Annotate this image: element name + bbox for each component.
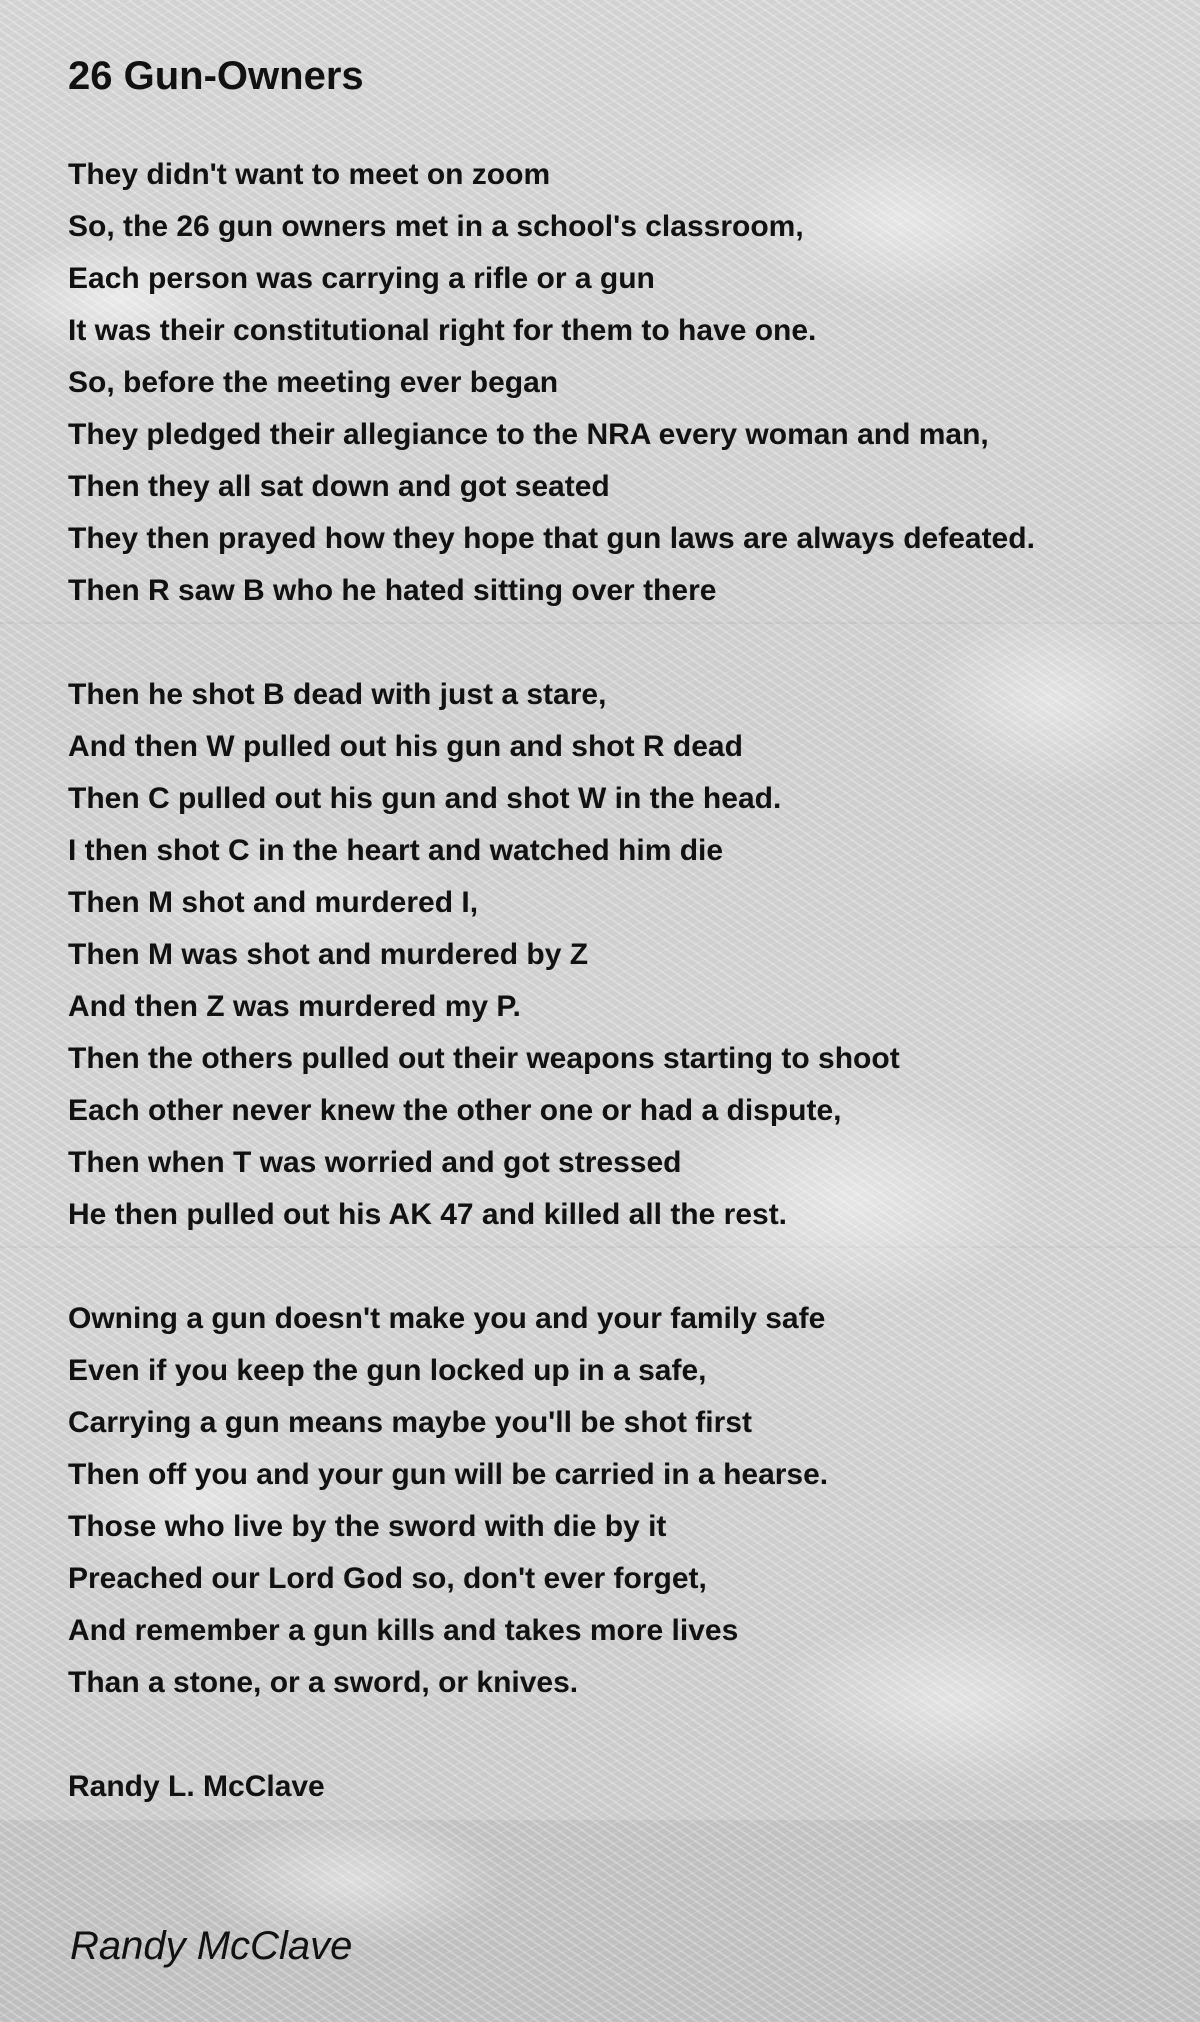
poem-line: Than a stone, or a sword, or knives.: [68, 1666, 579, 1699]
poem-line: It was their constitutional right for them to have one.: [68, 314, 817, 347]
poem-line: So, the 26 gun owners met in a school's classroom,: [68, 210, 804, 243]
stanza-break: [68, 1709, 1158, 1761]
poem-line: Owning a gun doesn't make you and your family safe: [68, 1302, 826, 1335]
poem-line: Then he shot B dead with just a stare,: [68, 678, 607, 711]
stanza-break: [68, 1241, 1158, 1293]
poem-line: Then they all sat down and got seated: [68, 470, 610, 503]
poem-line: Then off you and your gun will be carried in a hearse.: [68, 1458, 829, 1491]
poem-line: And then W pulled out his gun and shot R dead: [68, 730, 743, 763]
poem-line: I then shot C in the heart and watched him die: [68, 834, 724, 867]
stanza-break: [68, 617, 1158, 669]
poem-line: Then C pulled out his gun and shot W in the head.: [68, 782, 782, 815]
poem-line: And remember a gun kills and takes more lives: [68, 1614, 739, 1647]
poem-line: He then pulled out his AK 47 and killed all the rest.: [68, 1198, 788, 1231]
poem-line: Preached our Lord God so, don't ever forget,: [68, 1562, 707, 1595]
poem-line: Carrying a gun means maybe you'll be shot first: [68, 1406, 752, 1439]
author-signature: Randy McClave: [70, 1924, 353, 1968]
poem-line: So, before the meeting ever began: [68, 366, 559, 399]
poem-line: Then M was shot and murdered by Z: [68, 938, 589, 971]
poem-line: Each person was carrying a rifle or a gun: [68, 262, 655, 295]
poem-line: They didn't want to meet on zoom: [68, 158, 551, 191]
poem-body: [68, 149, 1158, 1813]
poem-line: Even if you keep the gun locked up in a safe,: [68, 1354, 707, 1387]
poem-line: Then when T was worried and got stressed: [68, 1146, 682, 1179]
poem-line: Those who live by the sword with die by it: [68, 1510, 667, 1543]
poem-line: Then the others pulled out their weapons starting to shoot: [68, 1042, 900, 1075]
poem-line: They pledged their allegiance to the NRA every woman and man,: [68, 418, 989, 451]
poem-line: They then prayed how they hope that gun laws are always defeated.: [68, 522, 1035, 555]
poem-line: Then R saw B who he hated sitting over there: [68, 574, 717, 607]
poem-line: Then M shot and murdered I,: [68, 886, 479, 919]
poem-author-line: Randy L. McClave: [68, 1770, 325, 1803]
poem-title: 26 Gun-Owners: [68, 54, 364, 98]
poem-line: And then Z was murdered my P.: [68, 990, 521, 1023]
poem-line: Each other never knew the other one or had a dispute,: [68, 1094, 842, 1127]
